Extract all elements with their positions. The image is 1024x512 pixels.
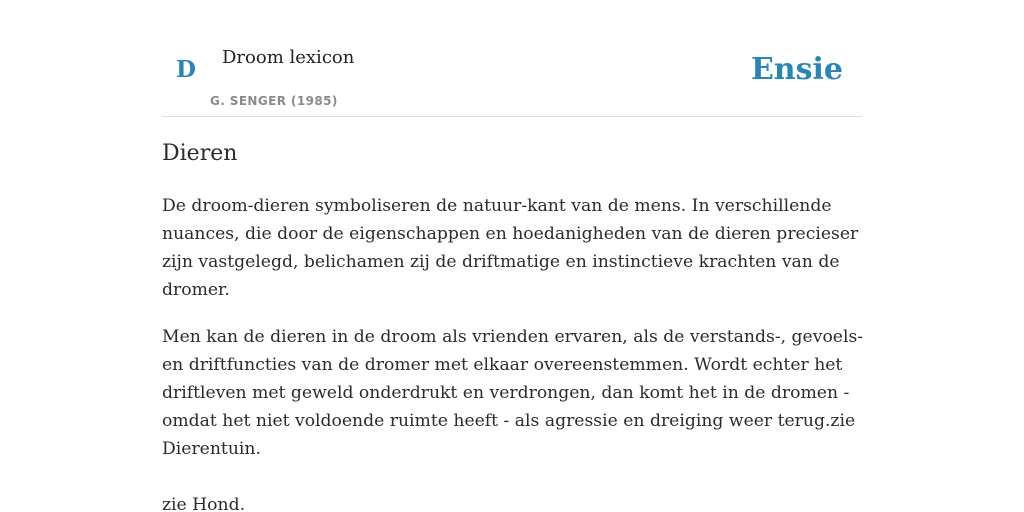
entry-content bbox=[162, 136, 864, 512]
entry-paragraph: Men kan de dieren in de droom als vrienden ervaren, als de verstands-, gevoels- en driftfuncties van de dromer met elkaar overeenstemmen. Wordt echter het driftleven met geweld onderdrukt en verdrongen, dan komt het in de dromen - omdat het niet voldoende ruimte heeft - als agressie en dreiging weer terug.zie Dierentuin. bbox=[162, 327, 864, 459]
ensie-logo-link[interactable]: Ensie bbox=[750, 52, 843, 87]
book-title-link[interactable]: Droom lexicon bbox=[222, 47, 355, 68]
index-letter[interactable]: D bbox=[176, 56, 196, 83]
entry-paragraph: zie Hond. bbox=[162, 495, 246, 512]
entry-paragraph: De droom-dieren symboliseren de natuur-kant van de mens. In verschillende nuances, die door de eigenschappen en hoedanigheden van de dieren precieser zijn vastgelegd, belichamen zij de driftmatige en instinctieve krachten van de dromer. bbox=[162, 196, 859, 300]
entry-title: Dieren bbox=[162, 141, 238, 166]
book-author: G. SENGER (1985) bbox=[210, 94, 338, 108]
entry-header bbox=[162, 0, 862, 117]
